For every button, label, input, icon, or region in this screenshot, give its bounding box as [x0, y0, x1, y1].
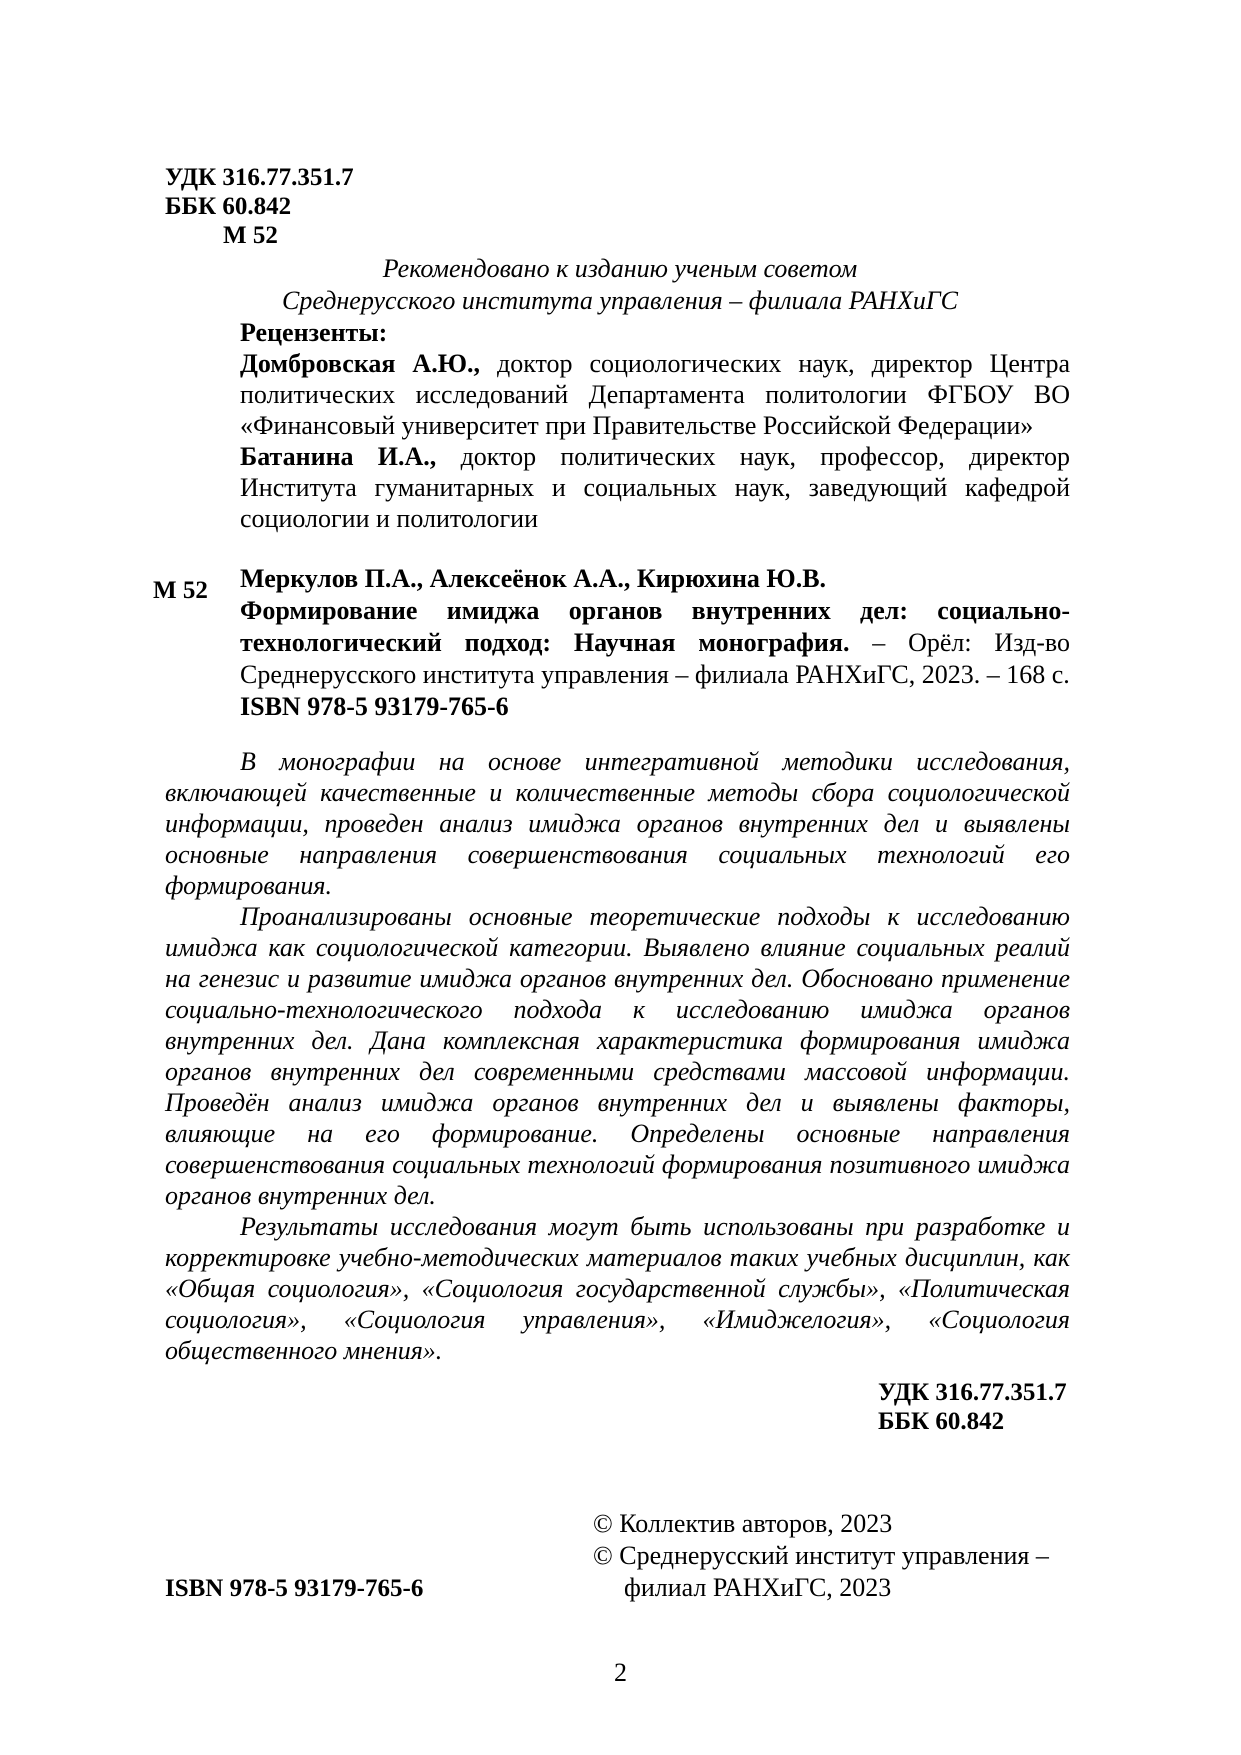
catalog-imprint: – Орёл: Изд-во Среднерусского института управления – филиала РАНХиГС, 2023. – 168 с. [240, 628, 1070, 689]
catalog-card [240, 563, 1070, 723]
bbk-code: ББК 60.842 [165, 193, 292, 220]
copyright-line-1: © Коллектив авторов, 2023 [593, 1509, 893, 1538]
header-codes [165, 163, 354, 250]
recommendation-line-1: Рекомендовано к изданию ученым советом [382, 254, 858, 283]
catalog-title: Формирование имиджа органов внутренних дел: социально-технологический подход: Научная монография. [240, 596, 1070, 657]
reviewer-2-name: Батанина И.А., [240, 442, 437, 471]
abstract-paragraph-1: В монографии на основе интегративной методики исследования, включающей качественные и количественные методы сбора социологической информации, проведен анализ имиджа органов внутренних дел и выявлены основные направления совершенствования социальных технологий его формирования. [165, 747, 1070, 900]
reviewers-heading: Рецензенты: [240, 318, 388, 347]
abstract-paragraph-2: Проанализированы основные теоретические подходы к исследованию имиджа как социологической категории. Выявлено влияние социальных реалий на генезис и развитие имиджа органов внутренних дел. Обосновано применение социально-технологического подхода к исследованию имиджа органов внутренних дел. Дана комплексная характеристика формирования имиджа органов внутренних дел современными средствами массовой информации. Проведён анализ имиджа органов внутренних дел и выявлены факторы, влияющие на его формирование. Определены основные направления совершенствования социальных технологий формирования позитивного имиджа органов внутренних дел. [165, 902, 1070, 1210]
reviewer-1-text: доктор социологических наук, директор Центра политических исследований Департамента политологии ФГБОУ ВО «Финансовый университет при Правительстве Российской Федерации» [240, 349, 1071, 440]
isbn-bottom: ISBN 978-5 93179-765-6 [165, 1575, 424, 1602]
page-number: 2 [614, 1658, 627, 1687]
catalog-isbn: ISBN 978-5 93179-765-6 [240, 692, 509, 721]
recommendation [160, 253, 1080, 317]
recommendation-line-2: Среднерусского института управления – филиала РАНХиГС [282, 286, 958, 315]
reviewer-2-text: доктор политических наук, профессор, директор Института гуманитарных и социальных наук, заведующий кафедрой социологии и политологии [240, 442, 1070, 533]
reviewer-2 [240, 441, 1070, 534]
copyright-line-3: филиал РАНХиГС, 2023 [624, 1573, 892, 1602]
catalog-authors: Меркулов П.А., Алексеёнок А.А., Кирюхина Ю.В. [240, 564, 827, 593]
copyright-block [593, 1508, 1083, 1604]
reviewers-block [240, 317, 1070, 534]
catalog-mark: М 52 [153, 577, 208, 604]
udk-code: УДК 316.77.351.7 [165, 164, 354, 191]
author-mark: М 52 [223, 222, 278, 249]
footer-codes [878, 1378, 1067, 1436]
reviewer-1-name: Домбровская А.Ю., [240, 349, 480, 378]
reviewer-1 [240, 348, 1070, 441]
abstract-paragraph-3: Результаты исследования могут быть использованы при разработке и корректировке учебно-методических материалов таких учебных дисциплин, как «Общая социология», «Социология государственной службы», «Политическая социология», «Социология управления», «Имиджелогия», «Социология общественного мнения». [165, 1212, 1070, 1365]
footer-bbk: ББК 60.842 [878, 1408, 1005, 1435]
abstract [165, 746, 1070, 1366]
footer-udk: УДК 316.77.351.7 [878, 1379, 1067, 1406]
catalog-entry [240, 595, 1070, 691]
copyright-line-2: © Среднерусский институт управления – [593, 1541, 1049, 1570]
